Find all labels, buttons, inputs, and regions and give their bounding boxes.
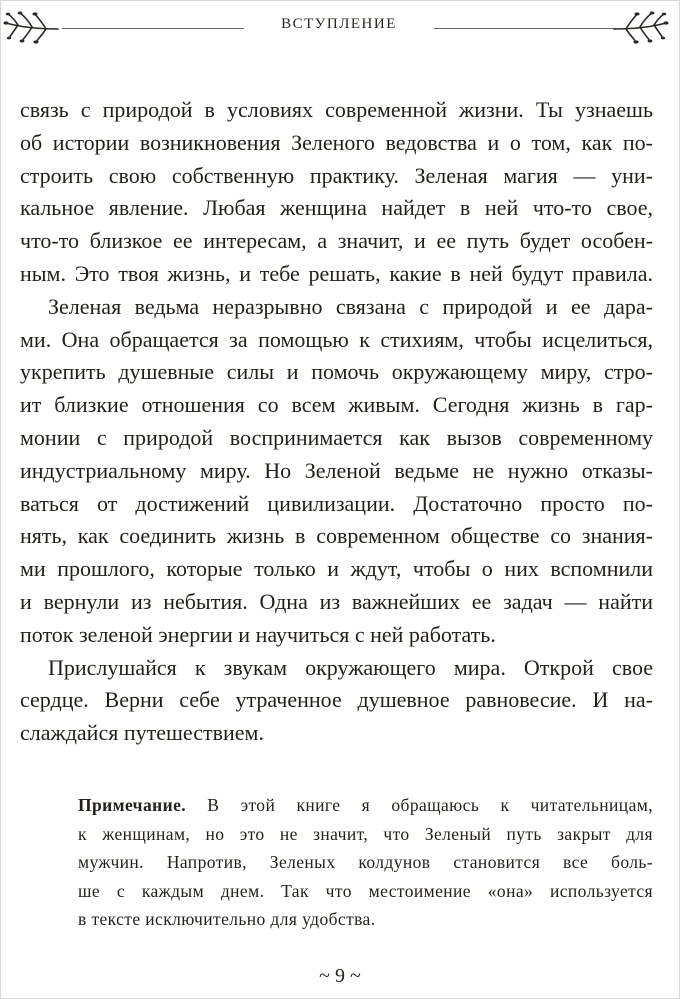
body-line: ми прошлого, которые только и ждут, чтобы о них вспомнили xyxy=(20,556,653,582)
body-line: строить свою собственную практику. Зеленая магия — уни- xyxy=(20,162,653,188)
note-line: к женщинам, но это не значит, что Зеленый путь закрыт для xyxy=(78,823,653,844)
body-line: ным. Это твоя жизнь, и тебе решать, какие в ней будут правила. xyxy=(20,260,653,286)
body-line: индустриальному миру. Но Зеленой ведьме не нужно отказы- xyxy=(20,457,653,483)
body-text xyxy=(20,94,653,750)
leaf-ornament-right-icon xyxy=(612,8,670,44)
note-text: В этой книге я обращаюсь к читательницам, xyxy=(186,795,653,815)
body-line: поток зеленой энергии и научиться с ней работать. xyxy=(20,621,496,647)
note-line: в тексте исключительно для удобства. xyxy=(78,909,376,930)
body-line: ми. Она обращается за помощью к стихиям, чтобы исцелиться, xyxy=(20,326,653,352)
body-line: нять, как соединить жизнь в современном обществе со знания- xyxy=(20,523,653,549)
body-line: об истории возникновения Зеленого ведовства и о том, как по- xyxy=(20,129,653,155)
note-label: Примечание. xyxy=(78,795,187,815)
running-header xyxy=(0,8,680,44)
body-line: Прислушайся к звукам окружающего мира. Открой свое xyxy=(48,654,653,680)
body-line: укрепить душевные силы и помочь окружающему миру, стро- xyxy=(20,359,653,385)
leaf-ornament-left-icon xyxy=(2,8,60,44)
note-line xyxy=(78,791,653,820)
body-line: ит близкие отношения со всем живым. Сегодня жизнь в гар- xyxy=(20,392,653,418)
body-line: кальное явление. Любая женщина найдет в ней что-то свое, xyxy=(20,195,653,221)
header-rule-right xyxy=(434,28,616,29)
body-line: ваться от достижений цивилизации. Достаточно просто по- xyxy=(20,490,653,516)
page-number: ~ 9 ~ xyxy=(319,965,361,987)
body-line: Зеленая ведьма неразрывно связана с природой и ее дара- xyxy=(48,293,653,319)
body-line: сердце. Верни себе утраченное душевное равновесие. И на- xyxy=(20,687,653,713)
body-line: что-то близкое ее интересам, а значит, и ее путь будет особен- xyxy=(20,228,653,254)
body-line: связь с природой в условиях современной жизни. Ты узнаешь xyxy=(20,97,653,122)
note-line: ше с каждым днем. Так что местоимение «она» используется xyxy=(78,880,653,901)
running-header-title: ВСТУПЛЕНИЕ xyxy=(281,16,397,32)
note-block xyxy=(78,791,653,934)
header-rule-left xyxy=(62,28,244,29)
note-line: мужчин. Напротив, Зеленых колдунов становится все боль- xyxy=(78,852,653,873)
body-line: монии с природой воспринимается как вызов современному xyxy=(20,424,653,450)
body-line: и вернули из небытия. Одна из важнейших ее задач — найти xyxy=(20,588,653,614)
body-line: слаждайся путешествием. xyxy=(20,720,264,746)
